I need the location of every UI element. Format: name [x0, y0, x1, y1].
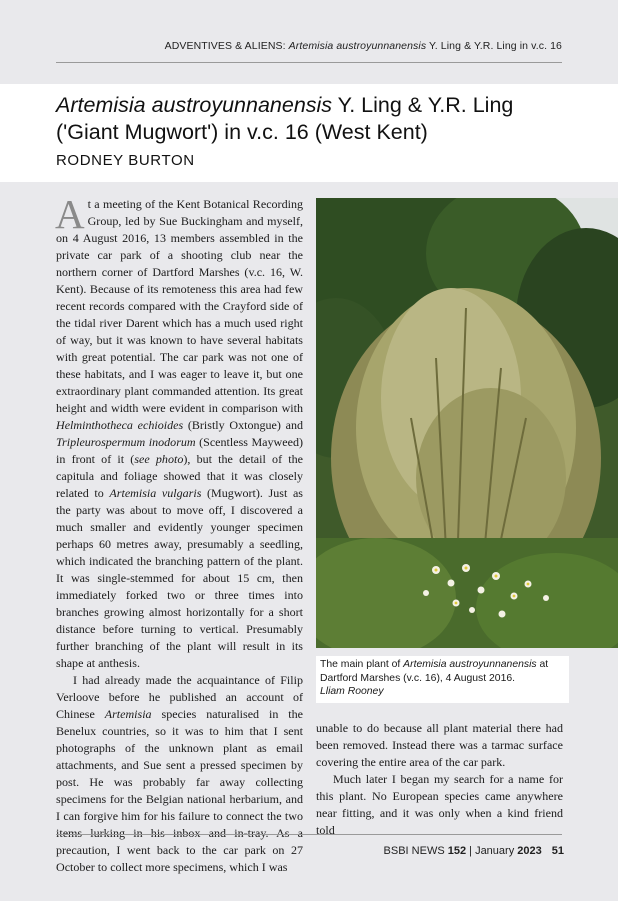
- top-rule: [56, 62, 562, 63]
- body-text: I had already made the acquaintance of Filip Verloove before he published an account of Chinese: [56, 673, 303, 721]
- right-column: [316, 720, 563, 839]
- paragraph-2: [56, 672, 303, 876]
- running-head-section: ADVENTIVES & ALIENS:: [164, 40, 289, 52]
- photo-credit: Lliam Rooney: [320, 686, 384, 697]
- italic-term: Artemisia: [104, 707, 152, 721]
- paragraph-1: [55, 191, 304, 672]
- title-rest: Y. Ling & Y.R. Ling ('Giant Mugwort') in v.c. 16 (West Kent): [56, 93, 514, 144]
- plant-photo: [316, 198, 618, 648]
- running-head-authority: Y. Ling & Y.R. Ling in v.c. 16: [426, 40, 562, 52]
- paragraph-4: Much later I began my search for a name for this plant. No European species came anywhere near fitting, and it was only when a kind friend told: [316, 772, 563, 837]
- caption-prefix: The main plant of: [320, 659, 404, 670]
- italic-term: Tripleurospermum inodorum: [56, 435, 196, 449]
- left-column: [55, 191, 304, 876]
- footer-sep: | January: [466, 845, 518, 857]
- body-text: ), but the detail of the capitula and foliage showed that it was closely related to: [56, 452, 303, 500]
- bottom-rule: [56, 834, 562, 835]
- caption-suffix: at Dartford Marshes (v.c. 16), 4 August 2016.: [320, 659, 549, 684]
- caption-species: Artemisia austroyunnanensis: [403, 659, 537, 670]
- italic-term: Helminthotheca echioides: [56, 418, 184, 432]
- title-band: [0, 84, 618, 182]
- body-text: (Bristly Oxtongue) and: [183, 418, 304, 432]
- body-text: t a meeting of the Kent Botanical Recording Group, led by Sue Buckingham and myself, on 4 August 2016, 13 members assembled in the private car park of a shooting club near the northern corner of Dartford Marshes (v.c. 16, W. Kent). Because of its remoteness this area had few recent records compared with the Crayford side of the tidal river Darent which has a much used right of way, but it was known to have several habitats with great potential. The car park was not one of these habitats, and I was eager to leave it, but one extraordinary plant commanded attention. Its great height and width were evident in comparison with: [56, 197, 303, 415]
- page-footer: [384, 845, 564, 857]
- running-head-species: Artemisia austroyunnanensis: [288, 40, 427, 52]
- page-number: 51: [551, 845, 564, 857]
- article-title: [56, 92, 576, 146]
- paragraph-1-text: [55, 191, 304, 670]
- italic-term: see photo: [134, 452, 184, 466]
- photo-caption: [316, 656, 569, 703]
- footer-year: 2023: [517, 845, 542, 857]
- italic-term: Artemisia vulgaris: [109, 486, 202, 500]
- body-text: species naturalised in the Benelux countries, so it was to him that I sent photographs of the unknown plant as email attachments, and Sue sent a pressed specimen by post. He was probably far away collecting specimens for the Belgian national herbarium, and I can forgive him for his failure to connect the two items lurking in his inbox and in-tray. As a precaution, I went back to the car park on 27 October to collect more specimens, which I was: [56, 707, 303, 874]
- drop-cap: A: [55, 191, 85, 237]
- footer-issue: 152: [447, 845, 467, 857]
- body-text: (Scentless Mayweed) in front of it (: [56, 435, 303, 466]
- running-head: [165, 40, 562, 52]
- paragraph-3: unable to do because all plant material there had been removed. Instead there was a tarmac surface covering the entire area of the car park.: [316, 721, 563, 769]
- title-species: Artemisia austroyunnanensis: [56, 93, 333, 117]
- body-text: (Mugwort). Just as the party was about to move off, I discovered a much smaller and evidently younger specimen perhaps 60 metres away, presumably a seedling, which indicated the branching pattern of the plant. It was single-stemmed for about 15 cm, then immediately forked two or three times into branches growing almost horizontally for a short distance before turning to vertical. Presumably further branching of the plant will result in its shape at anthesis.: [56, 486, 303, 670]
- author-name: RODNEY BURTON: [56, 152, 195, 169]
- footer-magazine: BSBI NEWS: [383, 845, 448, 857]
